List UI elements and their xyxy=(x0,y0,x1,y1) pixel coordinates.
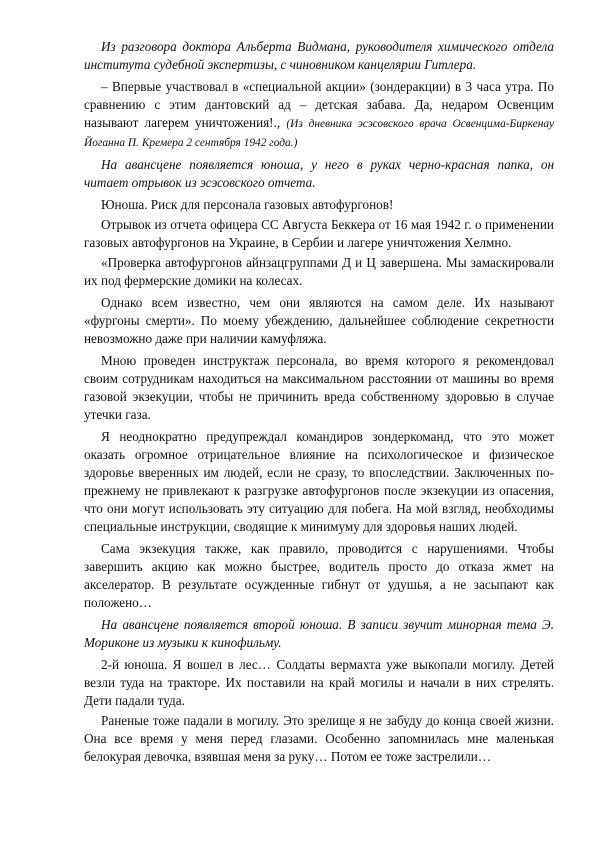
kremer-diary-quote: – Впервые участвовал в «специальной акции» (зондеракции) в 3 часа утра. По сравнению с этим дантовский ад – детская забава. Да, недаром Освенцим называют лагерем уничтожения!., (Из дневника эсэсовского врача Освенцима-Биркенау Йоганна П. Кремера 2 сентября 1942 года.) xyxy=(84,79,555,149)
becker-report-intro: Отрывок из отчета офицера СС Августа Беккера от 16 мая 1942 г. о применении газовых автофургонов на Украине, в Сербии и лагере уничтожения Хелмно. xyxy=(84,217,554,250)
report-paragraph-5: Сама экзекуция также, как правило, проводится с нарушениями. Чтобы завершить акцию как можно быстрее, водитель просто до отказа жмет на акселератор. В результате осужденные гибнут от удушья, а не засыпают как положено… xyxy=(84,541,554,610)
second-youth-continuation: Раненые тоже падали в могилу. Это зрелище я не забуду до конца своей жизни. Она все время у меня перед глазами. Особенно запомнилась мне маленькая белокурая девочка, взявшая меня за руку… Потом ее тоже застрелили… xyxy=(84,713,554,764)
stage-direction-widmann: Из разговора доктора Альберта Видмана, руководителя химического отдела института судебной экспертизы, с чиновником канцелярии Гитлера. xyxy=(84,39,554,72)
kremer-quote-text: – Впервые участвовал в «специальной акции» (зондеракции) в 3 часа утра. По сравнению с этим дантовский ад – детская забава. Да, недаром Освенцим называют лагерем уничтожения! xyxy=(84,79,554,130)
kremer-citation: (Из дневника эсэсовского врача Освенцима-Биркенау Йоганна П. Кремера 2 сентября 1942 года.) xyxy=(84,118,555,149)
stage-direction-first-youth: На авансцене появляется юноша, у него в руках черно-красная папка, он читает отрывок из эсэсовского отчета. xyxy=(84,157,554,190)
first-youth-line: Юноша. Риск для персонала газовых автофургонов! xyxy=(101,197,394,212)
report-paragraph-1: «Проверка автофургонов айнзацгруппами Д и Ц завершена. Мы замаскировали их под фермерские домики на колесах. xyxy=(84,255,554,288)
report-paragraph-2: Однако всем известно, чем они являются на самом деле. Их называют «фургоны смерти». По моему убеждению, дальнейшее соблюдение секретности невозможно даже при наличии камуфляжа. xyxy=(84,295,554,346)
stage-direction-second-youth: На авансцене появляется второй юноша. В записи звучит минорная тема Э. Мориконе из музыки к кинофильму. xyxy=(84,617,554,650)
report-paragraph-4: Я неоднократно предупреждал командиров зондеркоманд, что это может оказать огромное отрицательное влияние на психологическое и физическое здоровье вверенных им людей, если не сразу, то впоследствии. Заключенных по-прежнему не привлекают к разгрузке автофургонов после экзекуции из опасения, что они могут использовать эту ситуацию для побега. На мой взгляд, необходимы специальные инструкции, сводящие к минимуму для здоровья наших людей. xyxy=(84,429,554,534)
document-page xyxy=(84,38,554,770)
report-paragraph-3: Мною проведен инструктаж персонала, во время которого я рекомендовал своим сотрудникам находиться на максимальном расстоянии от машины во время газовой экзекуции, чтобы не причинить вреда собственному здоровью в случае утечки газа. xyxy=(84,353,554,422)
second-youth-line: 2-й юноша. Я вошел в лес… Солдаты вермахта уже выкопали могилу. Детей везли туда на тракторе. Их поставили на край могилы и начали в них стрелять. Дети падали туда. xyxy=(84,657,554,708)
